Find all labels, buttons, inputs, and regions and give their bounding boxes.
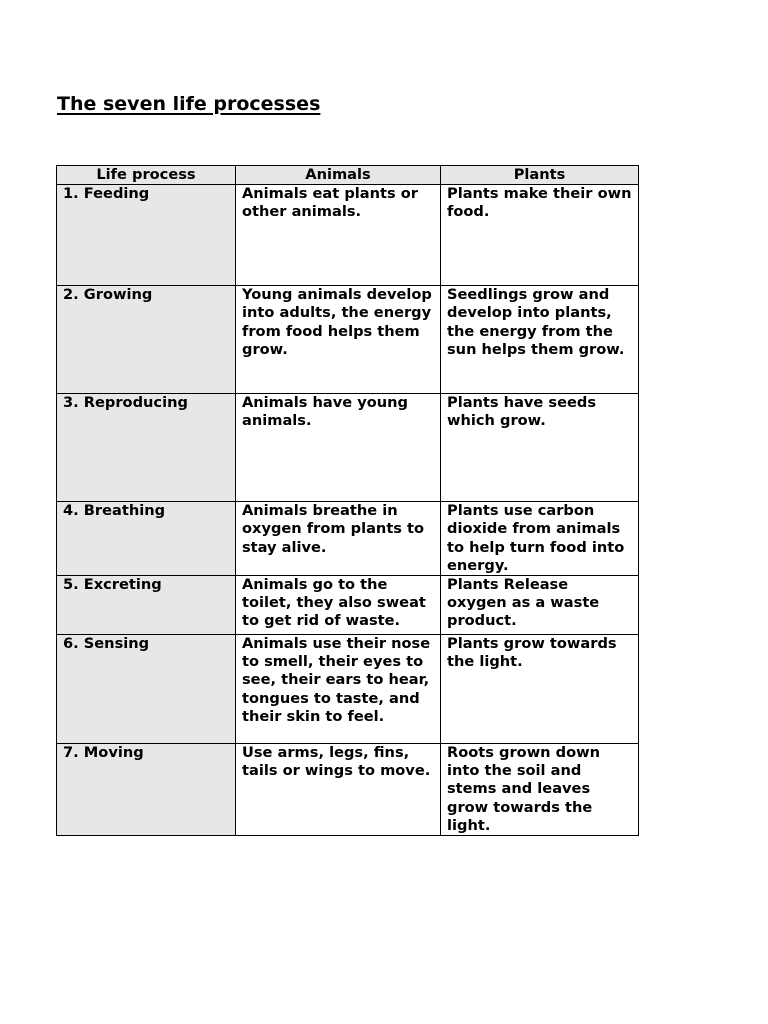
table-row bbox=[57, 502, 639, 576]
animals-cell: Animals have young animals. bbox=[236, 394, 441, 502]
plants-cell: Plants grow towards the light. bbox=[441, 635, 639, 744]
plants-cell: Seedlings grow and develop into plants, the energy from the sun helps them grow. bbox=[441, 286, 639, 394]
table-row bbox=[57, 744, 639, 836]
plants-cell: Plants Release oxygen as a waste product. bbox=[441, 576, 639, 635]
animals-cell: Animals eat plants or other animals. bbox=[236, 185, 441, 286]
plants-cell: Plants have seeds which grow. bbox=[441, 394, 639, 502]
animals-cell: Animals use their nose to smell, their eyes to see, their ears to hear, tongues to taste, and their skin to feel. bbox=[236, 635, 441, 744]
plants-cell: Plants make their own food. bbox=[441, 185, 639, 286]
process-cell: 5. Excreting bbox=[57, 576, 236, 635]
animals-cell: Young animals develop into adults, the energy from food helps them grow. bbox=[236, 286, 441, 394]
animals-cell: Animals go to the toilet, they also sweat to get rid of waste. bbox=[236, 576, 441, 635]
process-cell: 3. Reproducing bbox=[57, 394, 236, 502]
process-cell: 4. Breathing bbox=[57, 502, 236, 576]
table-header-row bbox=[57, 166, 639, 185]
header-animals: Animals bbox=[236, 166, 441, 185]
life-processes-table bbox=[56, 165, 639, 836]
process-cell: 7. Moving bbox=[57, 744, 236, 836]
table-row bbox=[57, 576, 639, 635]
process-cell: 2. Growing bbox=[57, 286, 236, 394]
table-row bbox=[57, 286, 639, 394]
plants-cell: Roots grown down into the soil and stems and leaves grow towards the light. bbox=[441, 744, 639, 836]
plants-cell: Plants use carbon dioxide from animals to help turn food into energy. bbox=[441, 502, 639, 576]
table-row bbox=[57, 635, 639, 744]
process-cell: 6. Sensing bbox=[57, 635, 236, 744]
header-life-process: Life process bbox=[57, 166, 236, 185]
process-cell: 1. Feeding bbox=[57, 185, 236, 286]
header-plants: Plants bbox=[441, 166, 639, 185]
page-title: The seven life processes bbox=[57, 93, 321, 115]
animals-cell: Use arms, legs, fins, tails or wings to move. bbox=[236, 744, 441, 836]
table-row bbox=[57, 394, 639, 502]
table-row bbox=[57, 185, 639, 286]
animals-cell: Animals breathe in oxygen from plants to stay alive. bbox=[236, 502, 441, 576]
